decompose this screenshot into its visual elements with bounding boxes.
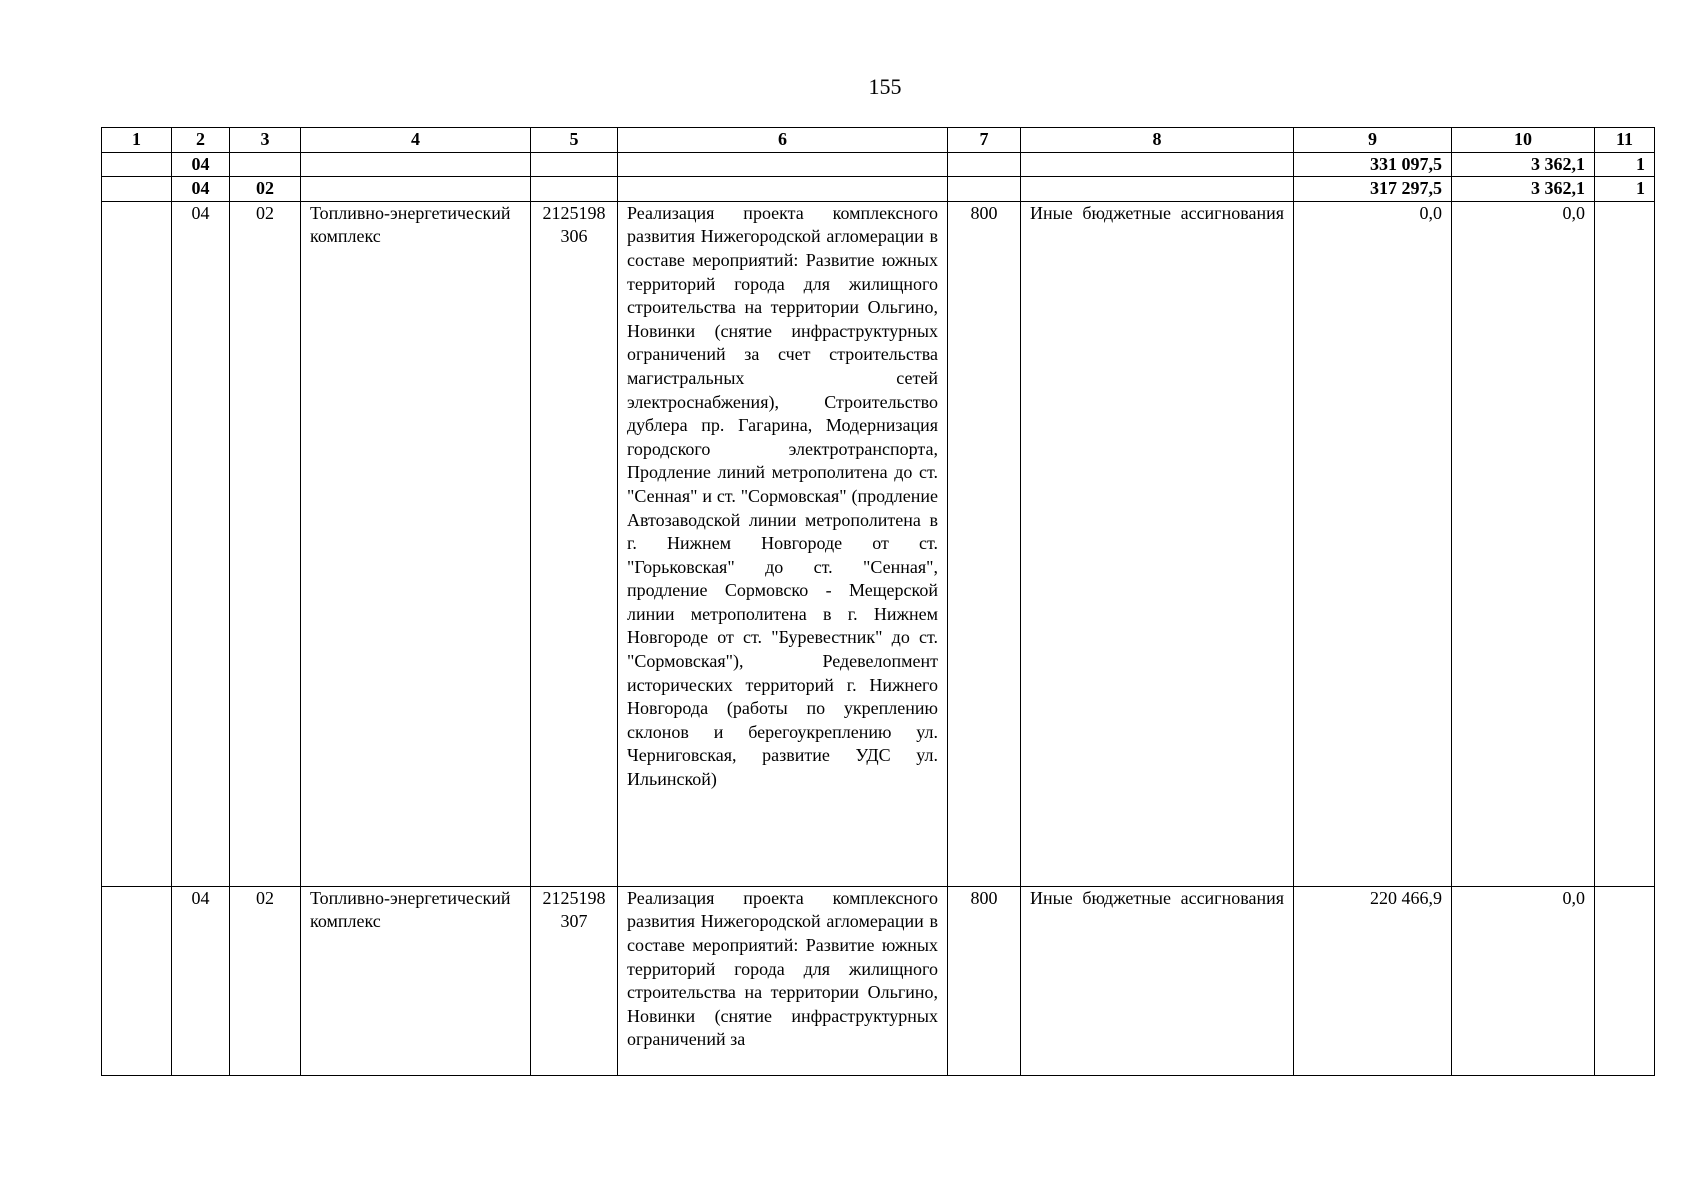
cell-expense-name: [1021, 177, 1294, 202]
cell-amount: 0,0: [1294, 201, 1452, 886]
cell-expense-name: Иные бюджетные ассигнования: [1021, 886, 1294, 1075]
col-header-8: 8: [1021, 128, 1294, 153]
cell-amount: 331 097,5: [1294, 152, 1452, 177]
col-header-3: 3: [230, 128, 301, 153]
cell-name: [301, 152, 531, 177]
cell-section: 04: [172, 201, 230, 886]
cell-amount-2: 3 362,1: [1452, 177, 1595, 202]
budget-table: [101, 127, 1655, 1076]
col-header-6: 6: [618, 128, 948, 153]
cell-section: 04: [172, 177, 230, 202]
cell-subsection: 02: [230, 201, 301, 886]
table-row: [102, 201, 1655, 886]
cell-col11: 1: [1595, 152, 1655, 177]
cell-col11: 1: [1595, 177, 1655, 202]
cell-section: 04: [172, 152, 230, 177]
col-header-11: 11: [1595, 128, 1655, 153]
cell-target-code: 2125198306: [531, 201, 618, 886]
cell-target-code: [531, 152, 618, 177]
cell-expense-type: [948, 152, 1021, 177]
cell-name: Топливно-энергетический комплекс: [301, 201, 531, 886]
col-header-10: 10: [1452, 128, 1595, 153]
table-row: [102, 152, 1655, 177]
table-row: [102, 886, 1655, 1075]
cell-subsection: 02: [230, 886, 301, 1075]
col-header-4: 4: [301, 128, 531, 153]
cell-col1: [102, 177, 172, 202]
cell-expense-type: [948, 177, 1021, 202]
cell-target-code: 2125198307: [531, 886, 618, 1075]
col-header-5: 5: [531, 128, 618, 153]
cell-amount-2: 0,0: [1452, 886, 1595, 1075]
cell-description-text: Реализация проекта комплексного развития Нижегородской агломерации в составе мероприятий: Развитие южных территорий города для жилищного строительства на территории Ольгино, Новинки (снятие инфраструктурных ограничений за: [627, 887, 938, 1050]
col-header-2: 2: [172, 128, 230, 153]
header-row: [102, 128, 1655, 153]
cell-subsection: [230, 152, 301, 177]
cell-amount: 220 466,9: [1294, 886, 1452, 1075]
cell-description: [618, 886, 948, 1075]
cell-amount-2: 3 362,1: [1452, 152, 1595, 177]
cell-col11: [1595, 201, 1655, 886]
page-number: 155: [868, 74, 902, 99]
cell-section: 04: [172, 886, 230, 1075]
cell-target-code: [531, 177, 618, 202]
cell-col11: [1595, 886, 1655, 1075]
cell-subsection: 02: [230, 177, 301, 202]
table-row: [102, 177, 1655, 202]
cell-description: Реализация проекта комплексного развития Нижегородской агломерации в составе мероприятий: Развитие южных территорий города для жилищного строительства на территории Ольгино, Новинки (снятие инфраструктурных ограничений за счет строительства магистральных сетей электроснабжения), Строительство дублера пр. Гагарина, Модернизация городского электротранспорта, Продление линий метрополитена до ст. "Сенная" и ст. "Сормовская" (продление Автозаводской линии метрополитена в г. Нижнем Новгороде от ст. "Горьковская" до ст. "Сенная", продление Сормовско - Мещерской линии метрополитена в г. Нижнем Новгороде от ст. "Буревестник" до ст. "Сормовская"), Редевелопмент исторических территорий г. Нижнего Новгорода (работы по укреплению склонов и берегоукреплению ул. Черниговская, развитие УДС ул. Ильинской): [618, 201, 948, 886]
col-header-1: 1: [102, 128, 172, 153]
cell-expense-type: 800: [948, 886, 1021, 1075]
cell-amount: 317 297,5: [1294, 177, 1452, 202]
cell-amount-2: 0,0: [1452, 201, 1595, 886]
cell-description: [618, 177, 948, 202]
cell-description: [618, 152, 948, 177]
cell-col1: [102, 201, 172, 886]
col-header-7: 7: [948, 128, 1021, 153]
cell-col1: [102, 886, 172, 1075]
cell-expense-name: Иные бюджетные ассигнования: [1021, 201, 1294, 886]
col-header-9: 9: [1294, 128, 1452, 153]
cell-name: Топливно-энергетический комплекс: [301, 886, 531, 1075]
cell-col1: [102, 152, 172, 177]
cell-name: [301, 177, 531, 202]
cell-expense-name: [1021, 152, 1294, 177]
cell-expense-type: 800: [948, 201, 1021, 886]
